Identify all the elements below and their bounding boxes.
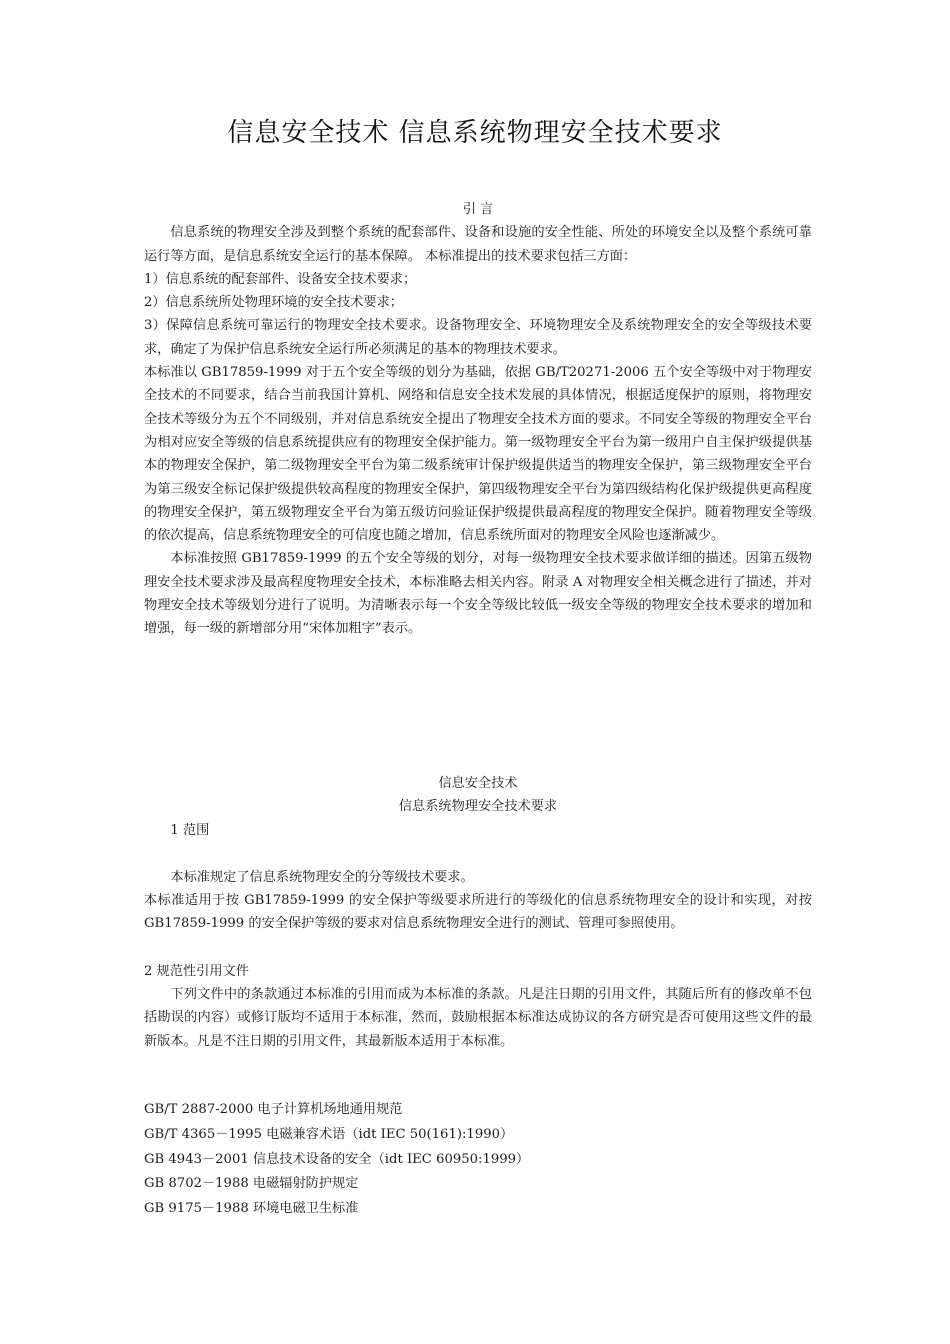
reference-item: GB 8702－1988 电磁辐射防护规定 [144,1176,359,1192]
standard-body [144,772,812,1053]
introduction-section [144,198,812,641]
normative-references-paragraph: 下列文件中的条款通过本标准的引用而成为本标准的条款。凡是注日期的引用文件，其随后所有的修改单不包括勘误的内容）或修订版均不适用于本标准，然而，鼓励根据本标准达成协议的各方研究是否可使用这些文件的最新版本。凡是不注日期的引用文件，其最新版本适用于本标准。 [144,987,812,1049]
introduction-paragraph: 本标准按照 GB17859-1999 的五个安全等级的划分，对每一级物理安全技术要求做详细的描述。因第五级物理安全技术要求涉及最高程度物理安全技术，本标准略去相关内容。附录 A 对物理安全相关概念进行了描述，并对物理安全技术等级划分进行了说明。为清晰表示每一个安全等级比较低一级安全等级的物理安全技术要求的增加和增强，每一级的新增部分用“宋体加粗字”表示。 [144,551,812,637]
section-heading-scope: 1 范围 [170,822,210,838]
reference-item: GB/T 4365－1995 电磁兼容术语（idt IEC 50(161):1990） [144,1126,514,1142]
standard-title-line: 信息安全技术 [438,776,518,791]
scope-paragraph: 本标准适用于按 GB17859-1999 的安全保护等级要求所进行的等级化的信息系统物理安全的设计和实现，对按 GB17859-1999 的安全保护等级的要求对信息系统物理安全进行的测试、管理可参照使用。 [144,893,812,932]
page-title: 信息安全技术 信息系统物理安全技术要求 [227,118,723,148]
standard-title-line: 信息系统物理安全技术要求 [398,799,558,815]
introduction-paragraph: 信息系统的物理安全涉及到整个系统的配套部件、设备和设施的安全性能、所处的环境安全以及整个系统可靠运行等方面，是信息系统安全运行的基本保障。 本标准提出的技术要求包括三方面： [144,225,812,264]
section-heading-normative-references: 2 规范性引用文件 [144,963,249,979]
scope-paragraph: 本标准规定了信息系统物理安全的分等级技术要求。 [170,869,474,885]
introduction-heading: 引 言 [462,202,494,217]
reference-item: GB 4943－2001 信息技术设备的安全（idt IEC 60950:1999） [144,1151,530,1167]
requirement-item: 2）信息系统所处物理环境的安全技术要求； [144,295,403,311]
introduction-paragraph: 本标准以 GB17859-1999 对于五个安全等级的划分为基础，依据 GB/T20271-2006 五个安全等级中对于物理安全技术的不同要求，结合当前我国计算机、网络和信息安全技术发展的具体情况，根据适度保护的原则，将物理安全技术等级分为五个不同级别，并对信息系统安全提出了物理安全技术方面的要求。不同安全等级的物理安全平台为相对应安全等级的信息系统提供应有的物理安全保护能力。第一级物理安全平台为第一级用户自主保护级提供基本的物理安全保护，第二级物理安全平台为第二级系统审计保护级提供适当的物理安全保护，第三级物理安全平台为第三级安全标记保护级提供较高程度的物理安全保护，第四级物理安全平台为第四级结构化保护级提供更高程度的物理安全保护，第五级物理安全平台为第五级访问验证保护级提供最高程度的物理安全保护。随着物理安全等级的依次提高，信息系统物理安全的可信度也随之增加，信息系统所面对的物理安全风险也逐渐减少。 [144,365,812,544]
reference-list [144,1098,812,1222]
reference-item: GB 9175－1988 环境电磁卫生标准 [144,1201,359,1217]
requirement-item: 3）保障信息系统可靠运行的物理安全技术要求。设备物理安全、环境物理安全及系统物理安全的安全等级技术要求，确定了为保护信息系统安全运行所必须满足的基本的物理技术要求。 [144,318,812,357]
reference-item: GB/T 2887-2000 电子计算机场地通用规范 [144,1102,403,1117]
requirement-item: 1）信息系统的配套部件、设备安全技术要求； [144,271,417,287]
